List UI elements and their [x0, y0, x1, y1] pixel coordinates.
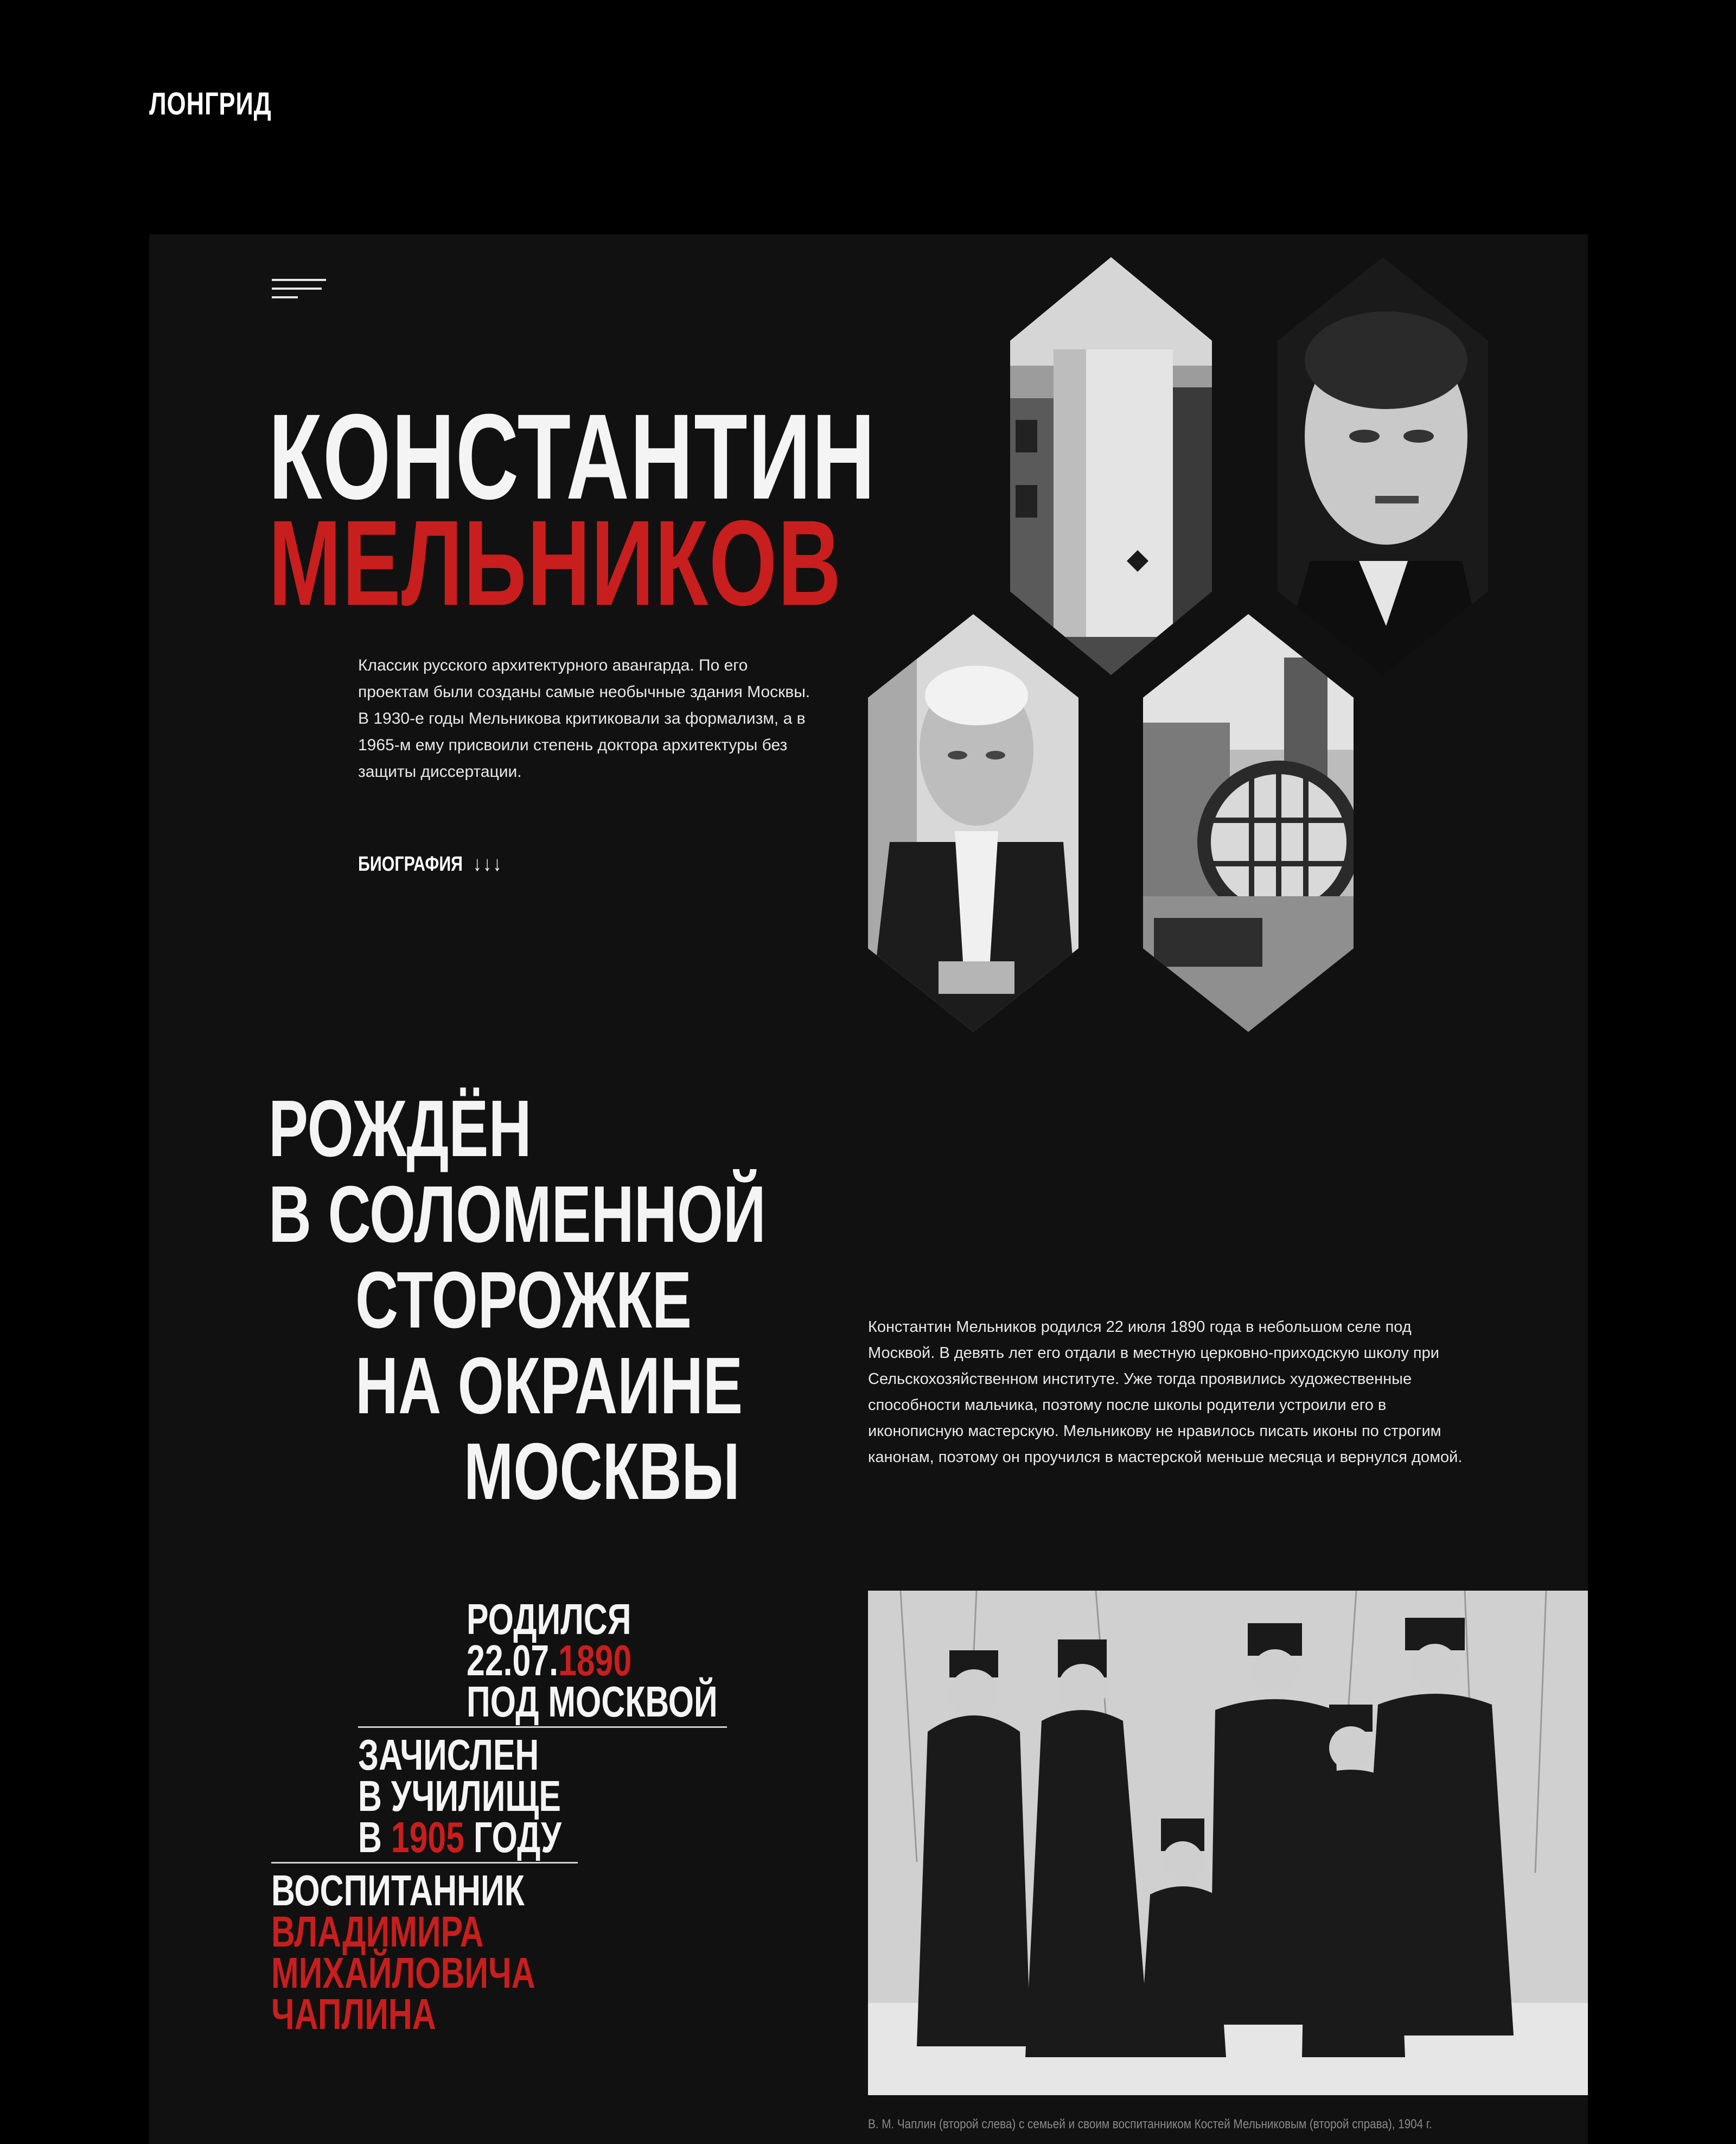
hex-photo-portrait-young	[1278, 257, 1488, 675]
fact-school-line3	[358, 1813, 561, 1861]
hex-photo-building-tower	[1010, 257, 1212, 675]
arrow-down-icon: ↓↓↓	[473, 853, 503, 876]
hero-title-first-name: КОНСТАНТИН	[269, 389, 876, 525]
family-photo	[868, 1591, 1588, 2095]
longread-panel	[149, 234, 1588, 2144]
birth-title-line: В СОЛОМЕННОЙ	[269, 1170, 766, 1259]
fact-school-line1: ЗАЧИСЛЕН	[358, 1731, 539, 1779]
fact-school-year: 1905	[391, 1813, 465, 1861]
fact-school	[358, 1731, 626, 1861]
fact-divider	[271, 1862, 578, 1864]
fact-pupil-name1: ВЛАДИМИРА	[271, 1907, 484, 1956]
birth-section-body: Константин Мельников родился 22 июля 1890 года в небольшом селе под Москвой. В девять лет его отдали в местную церковно-приходскую школу при Сельскохозяйственном институте. Уже тогда проявились художественные способности мальчика, поэтому после школы родители устроили его в иконописную мастерскую. Мельникову не нравилось писать иконы по строгим канонам, поэтому он проучился в мастерской меньше месяца и вернулся домой.	[868, 1318, 1463, 1466]
fact-born-line1: РОДИЛСЯ	[467, 1595, 631, 1643]
birth-title-line: НА ОКРАИНЕ	[355, 1341, 743, 1431]
fact-school-post: ГОДУ	[464, 1813, 561, 1861]
birth-title-line: РОЖДЁН	[269, 1084, 532, 1173]
menu-icon[interactable]	[272, 279, 326, 307]
birth-section-title	[269, 1086, 941, 1515]
fact-born-date	[467, 1636, 718, 1684]
biography-link[interactable]	[358, 853, 503, 876]
fact-pupil-line1: ВОСПИТАННИК	[271, 1866, 525, 1915]
birth-title-line: МОСКВЫ	[464, 1427, 740, 1516]
fact-school-pre: В	[358, 1813, 391, 1861]
hex-photo-portrait-elderly	[868, 614, 1078, 1032]
fact-pupil-name3: ЧАПЛИНА	[271, 1990, 436, 2038]
fact-pupil-name2: МИХАЙЛОВИЧА	[271, 1949, 535, 1997]
hero-title	[269, 389, 1112, 631]
fact-born-year: 1890	[558, 1636, 632, 1684]
birth-title-line: СТОРОЖКЕ	[355, 1255, 692, 1345]
fact-pupil	[271, 1866, 618, 2038]
hero-title-last-name: МЕЛЬНИКОВ	[269, 495, 842, 631]
fact-born-date-prefix: 22.07.	[467, 1636, 559, 1684]
fact-born	[467, 1595, 797, 1726]
fact-divider	[358, 1726, 727, 1728]
hex-photo-building-round	[1143, 614, 1354, 1032]
photo-caption: В. М. Чаплин (второй слева) с семьей и своим воспитанником Костей Мельниковым (второй справа), 1904 г.	[868, 2117, 1432, 2132]
hero-lead-text: Классик русского архитектурного авангарда. По его проектам были созданы самые необычные здания Москвы. В 1930-е годы Мельникова критиковали за формализм, а в 1965-м ему присвоили степень доктора архитектуры без защиты диссертации.	[358, 656, 810, 781]
biography-link-label: БИОГРАФИЯ	[358, 853, 463, 876]
fact-school-line2: В УЧИЛИЩЕ	[358, 1772, 561, 1820]
fact-born-line3: ПОД МОСКВОЙ	[467, 1677, 718, 1726]
brand-logo[interactable]: ЛОНГРИД	[149, 86, 272, 122]
